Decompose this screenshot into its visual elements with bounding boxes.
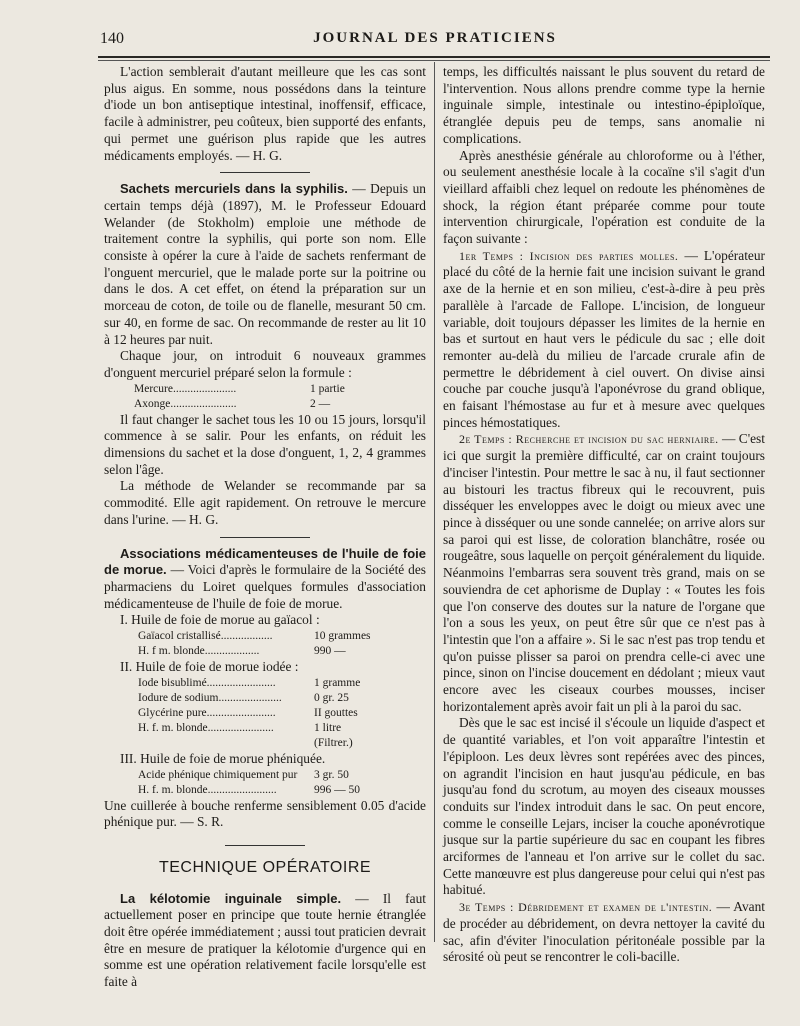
section-heading: TECHNIQUE OPÉRATOIRE [158,858,372,876]
filter-note: (Filtrer.) [314,736,353,749]
recipe-heading: II. Huile de foie de morue iodée : [120,659,299,675]
journal-title: JOURNAL DES PRATICIENS [313,30,557,46]
paragraph: Après anesthésie générale au chloroforme ou à l'éther, ou seulement anesthésie locale à la cocaïne s'il s'agit d'un vieillard affaibli chez lequel on redoute les phénomènes de shock, la région étant préparée comme pour toute intervention chirurgicale, l'opération est conduite de la façon suivante : [443,147,765,247]
recipe-gaiacol [104,629,426,659]
ingredient-name: H. f. m. blonde........................ [138,783,277,796]
article-title: Sachets mercuriels dans la syphilis. [120,181,348,197]
article-huile [104,546,426,613]
page-number: 140 [100,30,124,47]
temps-2 [443,431,765,715]
ingredient-name: Gaïacol cristallisé.................. [138,630,273,643]
temps-text: — Avant de procéder au débridement, on devra nettoyer la cavité du sac, afin d'éviter l'inoculation péritonéale possible par la sérosité où peut se rencontrer le coli-bacille. [443,899,766,965]
column-divider [434,62,435,942]
paragraph: Il faut changer le sachet tous les 10 ou 15 jours, lorsqu'il commence à se salir. Pour les enfants, on réduit les dimensions du sachet et la dose d'onguent, 1, 2, 4 grammes selon l'âge. [104,411,426,477]
ingredient-name: Iodure de sodium...................... [138,691,282,704]
ingredient-qty: II gouttes [314,706,358,719]
ingredient-name: Glycérine pure........................ [138,706,276,719]
temps-heading: 3e Temps : Débridement et examen de l'intestin. [459,900,713,915]
temps-1 [443,248,765,432]
ingredient-name: H. f m. blonde................... [138,645,260,658]
page-header [100,30,770,52]
temps-text: — L'opérateur placé du côté de la hernie fait une incision suivant le grand axe de la hernie et en son milieu, c'est-à-dire à peu près parallèle à l'arcade de Fallope. L'incision, de longueur variable, doit toujours dépasser les limites de la hernie en bas et surtout en haut vers le pédicule du sac ; elle doit remonter au-delà du milieu de l'arcade crurale afin de permettre le débridement à ciel ouvert. On divise ainsi couche par couche jusqu'à l'aponévrose du grand oblique, en faisant l'hémostase au fur et à mesure avec quelques pinces hémostatiques. [443,247,766,430]
article-text: — Voici d'après le formulaire de la Société des pharmaciens du Loiret quelques formules d'association médicamenteuse de l'huile de foie de morue. [104,562,426,611]
recipe-heading: I. Huile de foie de morue au gaïacol : [120,612,320,628]
paragraph: Chaque jour, on introduit 6 nouveaux grammes d'onguent mercuriel préparé selon la formule : [104,348,426,380]
separator [220,537,310,538]
article-text: — Il faut actuellement poser en principe que toute hernie étranglée doit être opérée immédiatement ; aussi tout praticien devrait être en mesure de pratiquer la kélotomie d'urgence qui en somme est une opération relativement facile lorsqu'elle est faite à [104,890,427,990]
ingredient-qty: 0 gr. 25 [314,691,349,704]
temps-text: — C'est ici que surgit la première difficulté, car on craint toujours d'inciser l'intestin. Pour mettre le sac à nu, il faut sectionner au bistouri les tractus fibreux qui le recouvrent, puis disséquer les enveloppes avec le doigt ou mieux avec une pince à disséquer ou une sonde cannelée; on arrive alors sur sa paroi qui est lisse, de coloration blanchâtre, rosée ou rougeâtre, sous laquelle on perçoit généralement du liquide. Néanmoins l'embarras sera souvent très grand, mais on se souviendra de cet aphorisme de Duplay : « Toutes les fois que l'on conserve des doutes sur la nature de l'organe que l'on a sous les yeux, on peut être sûr que ce n'est pas à l'intestin que l'on a affaire ». Si le sac n'est pas trop tendu et qu'on puisse plisser sa paroi on prendra celle-ci avec une pince, sinon on l'incise doucement en dédolant ; mieux vaut encore avec les ciseaux courbes mousses, inciser horizontalement après avoir fait un pli à la paroi du sac. [443,431,765,714]
ingredient-name: H. f. m. blonde....................... [138,721,274,734]
separator [220,172,310,173]
header-rule-thin [98,60,770,61]
left-column [104,64,426,991]
temps-heading: 2e Temps : Recherche et incision du sac herniaire. [459,432,719,447]
recipe-heading: III. Huile de foie de morue phéniquée. [120,750,326,766]
ingredient-name: Iode bisublimé........................ [138,676,276,689]
article-title: La kélotomie inguinale simple. [120,890,342,906]
article-sachets [104,181,426,348]
ingredient-qty: 990 — [314,645,346,658]
ingredient-name: Acide phénique chimiquement pur [138,768,298,781]
article-text: — Depuis un certain temps déjà (1897), M. le Professeur Edouard Welander (de Stokholm) emploie une méthode de traitement contre la syphilis, qui porte son nom. Elle consiste à opérer la cure à l'aide de sachets renfermant de l'onguent mercuriel, que le malade porte sur la poitrine ou dans le dos. A cet effet, on étend la préparation sur un morceau de coton, de toile ou de flanelle, mesurant 50 cm. sur 40, en forme de sac. On recommande de rester au lit 10 à 12 heures par nuit. [104,181,426,347]
recipe-iodee [104,676,426,751]
paragraph-iode: L'action semblerait d'autant meilleure que les cas sont plus aigus. En somme, nous possédons dans la teinture d'iode un bon antiseptique intestinal, inoffensif, efficace, facile à administrer, peu coûteux, bien supporté des enfants, qui permet une guérison plus rapide que les autres médicaments employés. — H. G. [104,64,426,163]
separator [225,845,305,846]
ingredient-name: Axonge....................... [134,397,237,410]
formula-mercure [104,382,426,412]
ingredient-name: Mercure...................... [134,382,237,395]
article-kelotomie [104,891,426,991]
ingredient-qty: 10 grammes [314,630,371,643]
ingredient-qty: 1 partie [310,382,345,395]
paragraph: Une cuillerée à bouche renferme sensiblement 0.05 d'acide phénique pur. — S. R. [104,797,426,830]
ingredient-qty: 2 — [310,397,331,410]
ingredient-qty: 996 — 50 [314,783,360,796]
paragraph: Dès que le sac est incisé il s'écoule un liquide d'aspect et de quantité variables, et l'on voit apparaître l'intestin et l'épiploon. Les deux lèvres sont repérées avec des pinces, on agrandit l'incision en haut jusqu'au pédicule, en bas jusqu'au fond du scrotum, au moyen des ciseaux mousses conduits sur l'index introduit dans le sac. On peut encore, comme le conseille Lejars, inciser la couche aponévrotique jusque sur la partie supérieure du sac en coupant les fibres arciformes de l'anneau et l'on arrive sur le collet du sac. Cette manœuvre est plus dangereuse pour celui qui n'est pas habitué. [443,715,765,898]
recipe-pheniquee [104,768,426,798]
paragraph: temps, les difficultés naissant le plus souvent du retard de l'intervention. Nous allons prendre comme type la hernie inguinale simple, intestinale ou intestino-épiploïque, étranglée depuis peu de temps, sans anomalie ni complications. [443,64,765,146]
ingredient-qty: 3 gr. 50 [314,768,349,781]
ingredient-qty: 1 litre [314,721,342,734]
paragraph: La méthode de Welander se recommande par sa commodité. Elle agit rapidement. On retrouve le mercure dans l'urine. — H. G. [104,478,426,527]
temps-3 [443,899,765,966]
header-rule [98,56,770,58]
temps-heading: 1er Temps : Incision des parties molles. [459,248,679,263]
article-title: Associations médicamenteuses de l'huile de foie de morue. [104,545,426,578]
right-column [443,64,765,966]
ingredient-qty: 1 gramme [314,676,361,689]
